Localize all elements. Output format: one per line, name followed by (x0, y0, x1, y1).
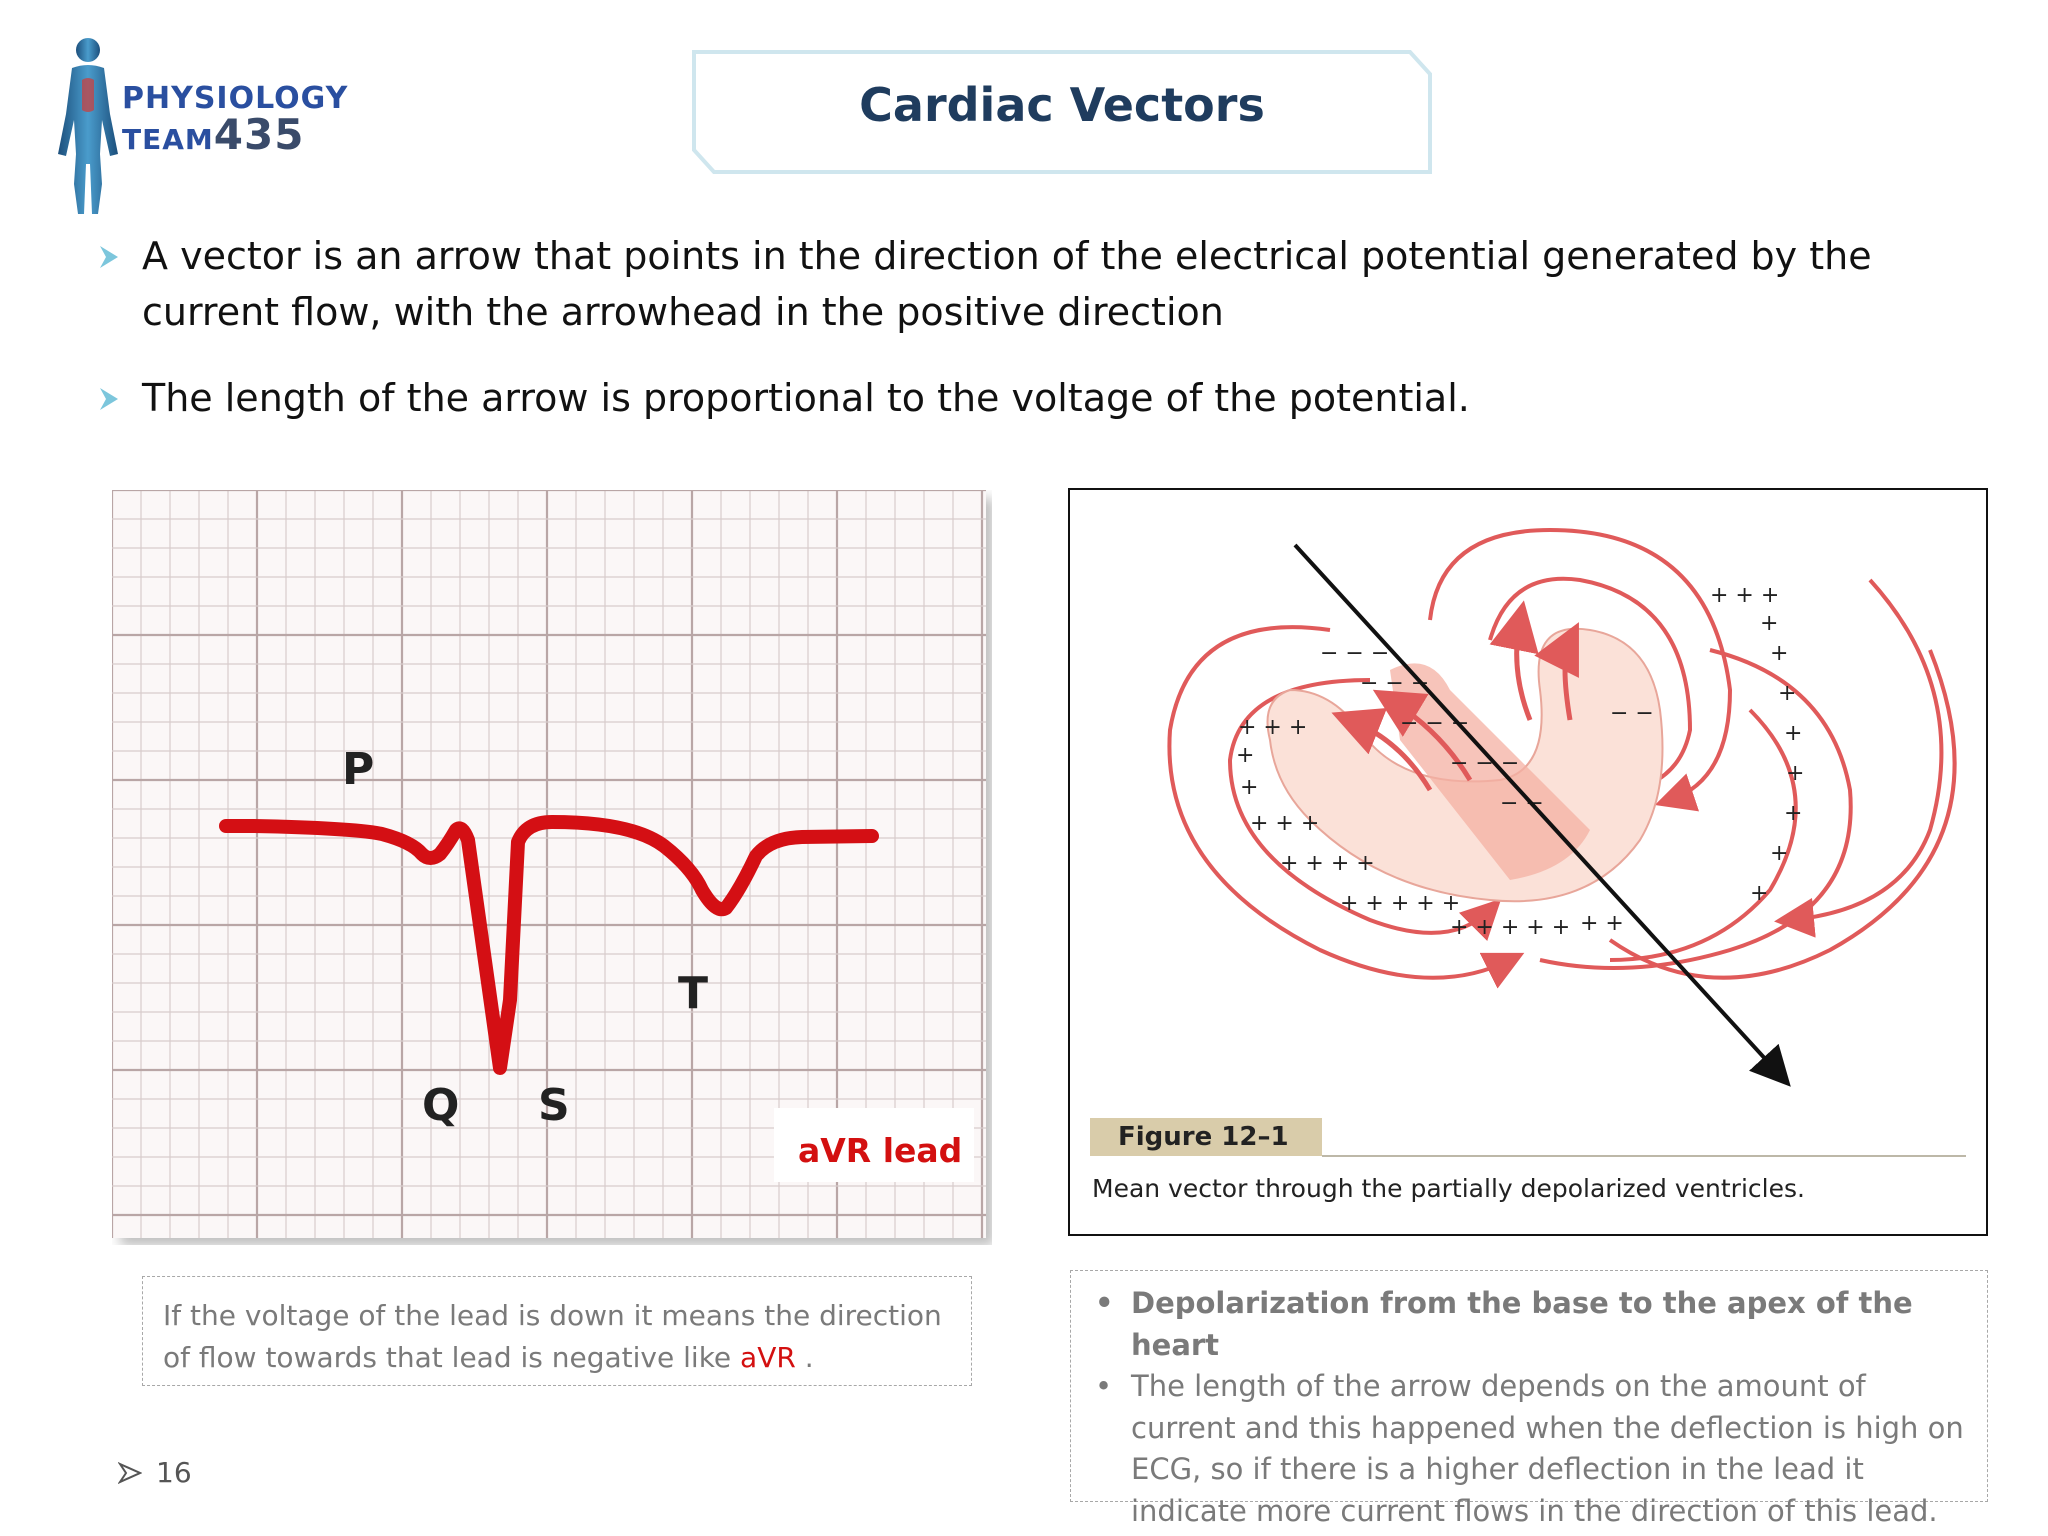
svg-text:+: + (1750, 881, 1769, 906)
page-title: Cardiac Vectors (859, 78, 1265, 132)
svg-text:+ + + + +: + + + + + (1340, 891, 1461, 916)
svg-text:+ + + + +: + + + + + (1450, 915, 1571, 940)
bullet-text: The length of the arrow is proportional to the voltage of the potential. (142, 376, 1470, 420)
figure-label: Figure 12–1 (1090, 1118, 1322, 1156)
logo-number: 435 (213, 110, 305, 159)
svg-text:− − −: − − − (1360, 671, 1430, 696)
svg-text:− − −: − − − (1400, 711, 1470, 736)
note-left-text: If the voltage of the lead is down it means the direction of flow towards that lead is negative like (163, 1299, 942, 1374)
chevron-icon (96, 244, 122, 270)
svg-text:+ + + +: + + + + (1280, 851, 1375, 876)
svg-text:+ + +: + + + (1250, 811, 1320, 836)
note-right-item: • Depolarization from the base to the apex of the heart (1091, 1283, 1971, 1366)
wave-label-s: S (538, 1080, 570, 1131)
svg-text:+: + (1786, 761, 1805, 786)
note-left (142, 1276, 972, 1386)
note-right-item: • The length of the arrow depends on the amount of current and this happened when the deflection is high on ECG, so if there is a higher deflection in the lead it indicate more current flows in the direction of this lead. (1091, 1366, 1971, 1532)
logo-line-2 (122, 110, 348, 159)
chevron-icon (96, 386, 122, 412)
title-box (692, 50, 1432, 174)
svg-text:− − −: − − − (1450, 751, 1520, 776)
page-number-text: 16 (156, 1456, 192, 1489)
svg-text:+: + (1770, 841, 1789, 866)
lead-label: aVR lead (798, 1131, 963, 1170)
heart-vector-diagram (1070, 490, 1986, 1110)
svg-text:+: + (1240, 775, 1259, 800)
svg-text:− −: − − (1610, 701, 1654, 726)
page-number (118, 1456, 192, 1489)
ecg-panel (112, 490, 992, 1245)
arrow-bullet-icon (118, 1461, 142, 1485)
wave-label-t: T (678, 968, 709, 1019)
figure-caption: Mean vector through the partially depolarized ventricles. (1092, 1174, 1805, 1203)
logo-line-1: PHYSIOLOGY (122, 81, 349, 116)
bullet-text: A vector is an arrow that points in the direction of the electrical potential generated by the current flow, with the arrowhead in the positive direction (142, 234, 1872, 334)
figure-rule (1322, 1155, 1966, 1157)
bullet-list (96, 228, 2016, 426)
wave-label-q: Q (422, 1080, 460, 1131)
note-left-end: . (795, 1341, 814, 1374)
svg-text:− −: − − (1500, 791, 1544, 816)
svg-text:+ + +: + + + (1238, 715, 1308, 740)
bullet-item (96, 370, 2016, 426)
svg-text:+: + (1778, 681, 1797, 706)
note-right (1070, 1270, 1988, 1528)
svg-text:+: + (1236, 743, 1255, 768)
svg-text:+: + (1770, 641, 1789, 666)
svg-text:+ + +: + + + (1710, 583, 1780, 608)
svg-text:− − −: − − − (1320, 641, 1390, 666)
ecg-grid (112, 490, 992, 1245)
logo-text (122, 81, 349, 159)
svg-text:+ +: + + (1580, 911, 1624, 936)
figure-panel (1068, 488, 1988, 1236)
team-logo (44, 34, 384, 224)
wave-label-p: P (342, 744, 375, 795)
svg-text:+: + (1784, 721, 1803, 746)
svg-text:+: + (1784, 801, 1803, 826)
svg-text:+: + (1760, 611, 1779, 636)
logo-team: TEAM (122, 123, 214, 156)
note-left-highlight: aVR (740, 1341, 796, 1374)
bullet-item (96, 228, 2016, 340)
